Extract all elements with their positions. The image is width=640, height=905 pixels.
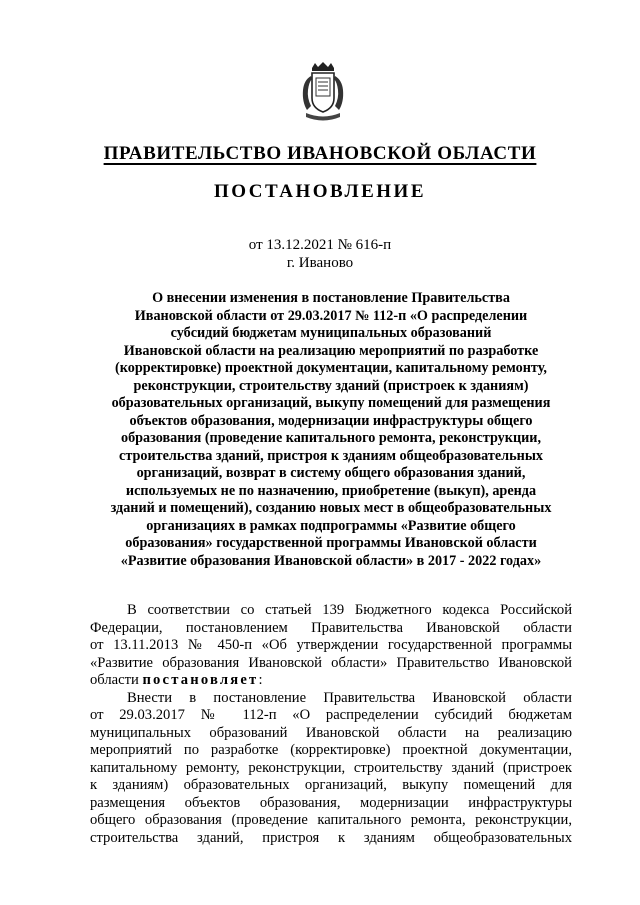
body-line: капитальному ремонту, реконструкции, строительству зданий (пристроек bbox=[90, 759, 572, 776]
body-line: Федерации, постановлением Правительства Ивановской области bbox=[90, 619, 572, 636]
subject-line: (корректировке) проектной документации, капитальному ремонту, bbox=[115, 360, 547, 376]
body-line: строительства зданий, пристроя к зданиям общеобразовательных bbox=[90, 829, 572, 846]
document-meta bbox=[0, 236, 640, 272]
document-type: ПОСТАНОВЛЕНИЕ bbox=[213, 181, 427, 202]
subject-line: организациях в рамках подпрограммы «Развитие общего bbox=[146, 517, 516, 534]
coat-of-arms-icon bbox=[298, 62, 348, 122]
subject-line: О внесении изменения в постановление Правительства bbox=[152, 290, 510, 306]
decree-word: постановляет bbox=[142, 672, 259, 688]
body-line: общего образования (проведение капитального ремонта, реконструкции, bbox=[90, 812, 572, 828]
subject-line: используемых не по назначению, приобретение (выкуп), аренда bbox=[125, 482, 537, 499]
body-line: к зданиям) образовательных организаций, выкупу помещений для bbox=[90, 777, 572, 793]
subject-line: образования (проведение капитального ремонта, реконструкции, bbox=[120, 430, 542, 446]
subject-line: строительства зданий, пристроя к зданиям общеобразовательных bbox=[119, 447, 543, 464]
subject-line: объектов образования, модернизации инфраструктуры общего bbox=[129, 412, 533, 429]
body-line: муниципальных образований Ивановской области на реализацию bbox=[90, 724, 572, 741]
decree-prefix: области bbox=[90, 672, 143, 688]
subject-line: Ивановской области от 29.03.2017 № 112-п «О распределении bbox=[134, 307, 528, 324]
subject-line: Ивановской области на реализацию мероприятий по разработке bbox=[123, 342, 539, 359]
body-line: «Развитие образования Ивановской области» Правительство Ивановской bbox=[90, 654, 572, 671]
body-text bbox=[90, 602, 572, 847]
subject-line: зданий и помещений), созданию новых мест в общеобразовательных bbox=[110, 500, 552, 516]
government-title: ПРАВИТЕЛЬСТВО ИВАНОВСКОЙ ОБЛАСТИ bbox=[103, 143, 537, 164]
decree-line bbox=[90, 672, 572, 690]
body-line: от 29.03.2017 № 112-п «О распределении субсидий бюджетам bbox=[90, 707, 572, 723]
body-line: В соответствии со статьей 139 Бюджетного кодекса Российской bbox=[127, 602, 572, 618]
date-number: от 13.12.2021 № 616-п bbox=[248, 237, 392, 253]
subject-line: реконструкции, строительству зданий (пристроек к зданиям) bbox=[133, 377, 529, 394]
subject-line: «Развитие образования Ивановской области» в 2017 - 2022 годах» bbox=[120, 552, 542, 569]
subject-line: организаций, возврат в систему общего образования зданий, bbox=[136, 465, 526, 481]
subject-line: образования» государственной программы Ивановской области bbox=[125, 535, 537, 551]
body-line: мероприятий по разработке (корректировке) проектной документации, bbox=[90, 742, 572, 758]
body-line: Внести в постановление Правительства Ивановской области bbox=[127, 689, 572, 706]
decree-suffix: : bbox=[258, 672, 263, 688]
city: г. Иваново bbox=[286, 255, 354, 271]
subject-line: образовательных организаций, выкупу помещений для размещения bbox=[111, 395, 551, 411]
body-line: от 13.11.2013 № 450-п «Об утверждении государственной программы bbox=[90, 637, 572, 653]
subject-line: субсидий бюджетам муниципальных образований bbox=[170, 325, 492, 341]
body-line: размещения объектов образования, модернизации инфраструктуры bbox=[90, 794, 572, 811]
subject-heading bbox=[90, 290, 572, 570]
